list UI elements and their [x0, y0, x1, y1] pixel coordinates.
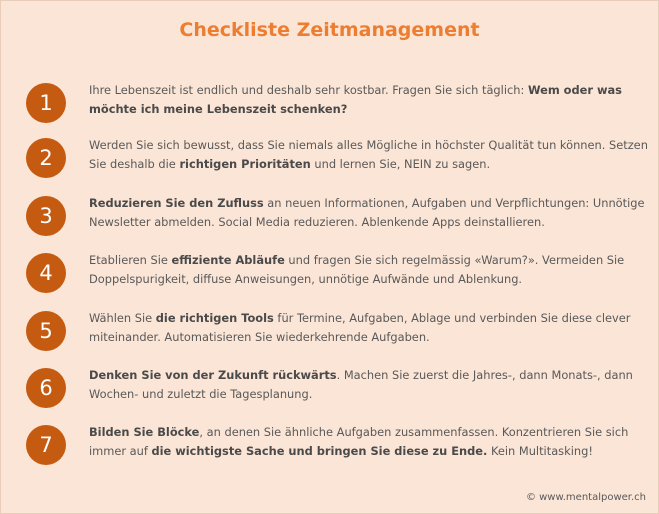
list-item	[26, 136, 646, 180]
number-badge: 3	[26, 196, 66, 236]
item-text: Etablieren Sie effiziente Abläufe und fragen Sie sich regelmässig «Warum?». Vermeiden Sie Doppelspurigkeit, diffuse Anweisungen, unnötige Aufwände und Ablenkung.	[89, 253, 625, 286]
list-item	[26, 251, 646, 295]
list-item	[26, 81, 646, 125]
page-title: Checkliste Zeitmanagement	[179, 19, 480, 41]
number-badge: 6	[26, 368, 66, 408]
item-text: Bilden Sie Blöcke, an denen Sie ähnliche Aufgaben zusammenfassen. Konzentrieren Sie sich immer auf die wichtigste Sache und bringen Sie diese zu Ende. Kein Multitasking!	[89, 425, 629, 458]
item-text: Reduzieren Sie den Zufluss an neuen Informationen, Aufgaben und Verpflichtungen: Unnötige Newsletter abmelden. Social Media reduzieren. Ablenkende Apps deinstallieren.	[89, 196, 645, 229]
item-text: Ihre Lebenszeit ist endlich und deshalb sehr kostbar. Fragen Sie sich täglich: Wem oder was möchte ich meine Lebenszeit schenken?	[89, 83, 622, 116]
copyright-footer: © www.mentalpower.ch	[525, 492, 646, 503]
item-text: Werden Sie sich bewusst, dass Sie niemals alles Mögliche in höchster Qualität tun können. Setzen Sie deshalb die richtigen Prioritäten und lernen Sie, NEIN zu sagen.	[89, 138, 648, 171]
list-item	[26, 309, 646, 353]
item-text: Denken Sie von der Zukunft rückwärts. Machen Sie zuerst die Jahres-, dann Monats-, dann Wochen- und zuletzt die Tagesplanung.	[89, 368, 633, 401]
list-item	[26, 194, 646, 238]
list-item	[26, 366, 646, 410]
number-badge: 4	[26, 253, 66, 293]
number-badge: 5	[26, 311, 66, 351]
list-item	[26, 423, 646, 467]
item-text: Wählen Sie die richtigen Tools für Termine, Aufgaben, Ablage und verbinden Sie diese clever miteinander. Automatisieren Sie wiederkehrende Aufgaben.	[89, 311, 631, 344]
number-badge: 2	[26, 138, 66, 178]
number-badge: 7	[26, 425, 66, 465]
number-badge: 1	[26, 83, 66, 123]
